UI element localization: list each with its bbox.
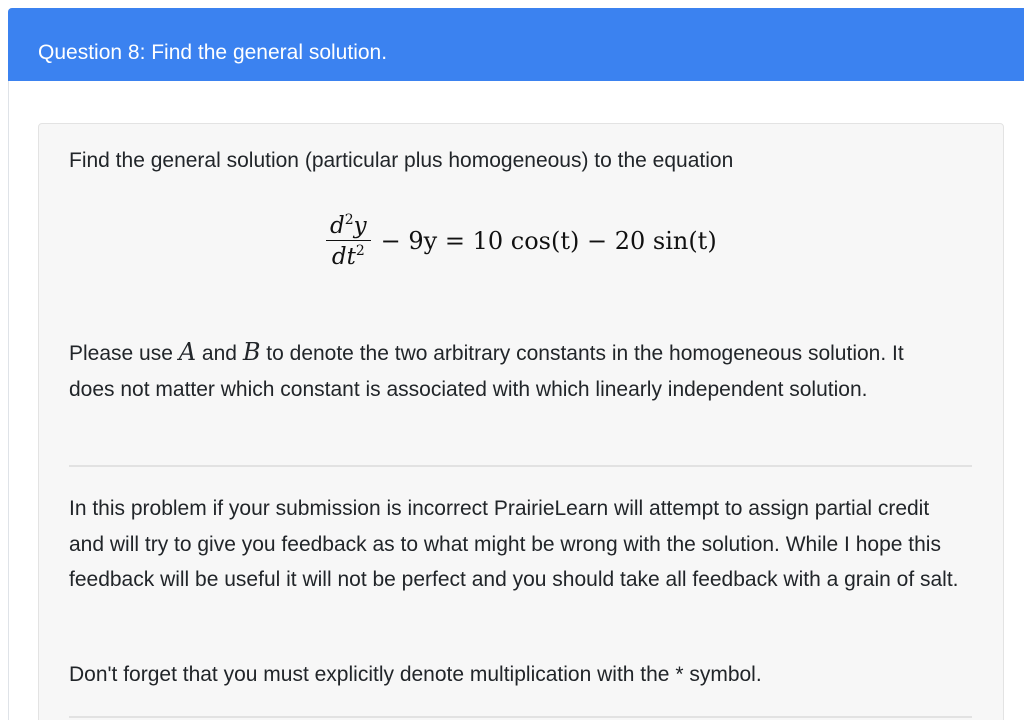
denominator-exponent: 2 [355, 243, 365, 259]
multiplication-note-text: Don't forget that you must explicitly denote multiplication with the * symbol. [69, 663, 762, 686]
constants-part2: and [196, 342, 243, 365]
numerator-exponent: 2 [344, 211, 354, 228]
constant-a: A [178, 338, 197, 366]
constants-part3: to denote the two arbitrary constants in the homogeneous solution. It does not matter which constant is associated with which linearly independent solution. [69, 342, 904, 401]
constants-part1: Please use [69, 342, 179, 365]
bottom-divider [69, 716, 972, 718]
question-intro-text: Find the general solution (particular plus homogeneous) to the equation [69, 149, 734, 172]
question-header [8, 8, 1024, 81]
differential-equation [326, 203, 717, 279]
constant-b: B [242, 338, 261, 366]
numerator-d: d [330, 212, 345, 239]
section-divider [69, 465, 972, 467]
equation-rhs: − 9y = 10 cos(t) − 20 sin(t) [380, 227, 717, 255]
fraction-denominator [328, 243, 369, 270]
fraction-bar [326, 240, 371, 241]
constants-instruction-text [69, 335, 949, 407]
feedback-info-text: In this problem if your submission is incorrect PrairieLearn will attempt to assign partial credit and will try to give you feedback as to what might be wrong with the solution. While I hope this feedback will be useful it will not be perfect and you should take all feedback with a grain of salt. [69, 497, 959, 591]
denominator-dt: dt [331, 244, 356, 270]
question-title: Question 8: Find the general solution. [38, 41, 388, 64]
second-derivative-fraction [326, 212, 371, 271]
fraction-numerator [326, 212, 371, 239]
numerator-variable: y [353, 212, 367, 239]
